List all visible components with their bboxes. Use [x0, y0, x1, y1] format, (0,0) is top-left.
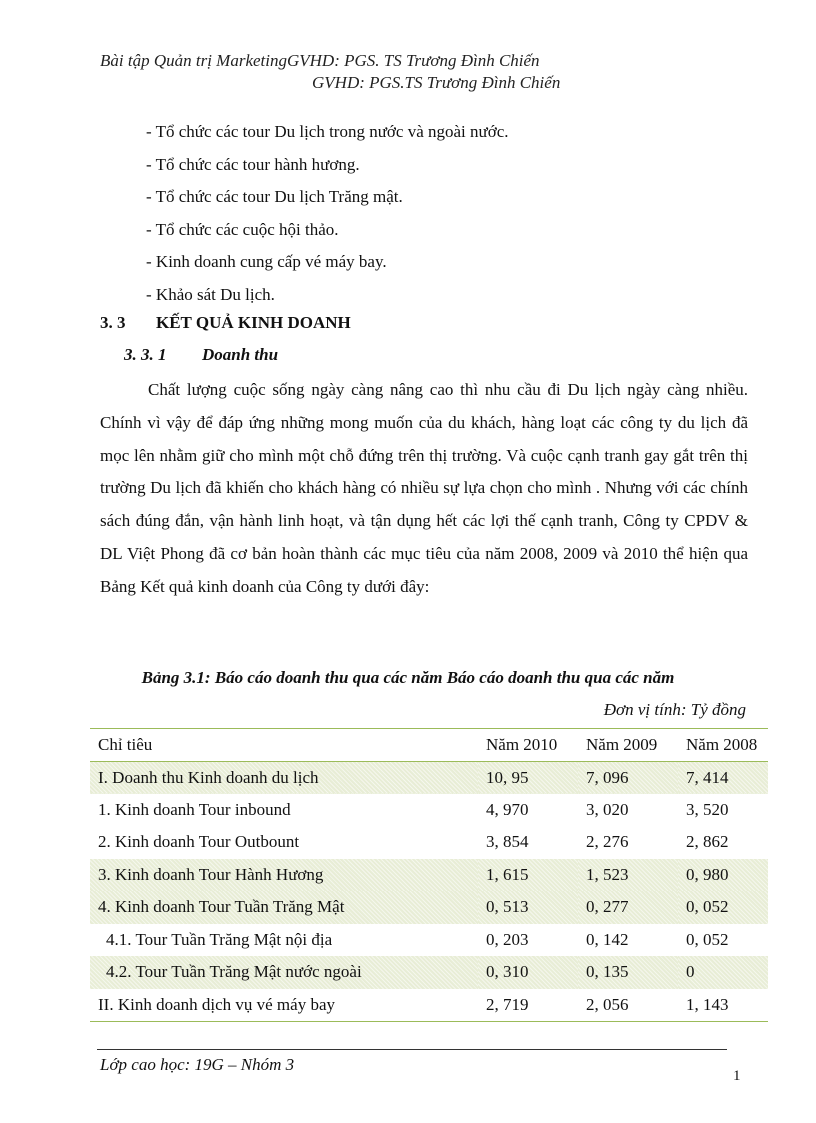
section-number: 3. 3: [100, 313, 126, 332]
table-row: [90, 761, 768, 794]
list-item: - Tổ chức các tour Du lịch Trăng mật.: [146, 187, 403, 206]
table-cell: 0, 310: [478, 956, 578, 989]
row-label: II. Kinh doanh dịch vụ vé máy bay: [90, 989, 478, 1022]
table-cell: 0, 513: [478, 891, 578, 924]
table-cell: 0, 277: [578, 891, 678, 924]
table-cell: 1, 615: [478, 859, 578, 892]
body-paragraph: Chất lượng cuộc sống ngày càng nâng cao thì nhu cầu đi Du lịch ngày càng nhiều. Chính vì vậy để đáp ứng những mong muốn của du khách, hàng loạt các công ty du lịch đã mọc lên nhằm giữ cho mình một chỗ đứng trên thị trường. Và cuộc cạnh tranh gay gắt trên thị trường Du lịch đã khiến cho khách hàng có nhiều sự lựa chọn cho mình . Nhưng với các chính sách đúng đắn, vận hành linh hoạt, và tận dụng hết các lợi thế cạnh tranh, Công ty CPDV & DL Việt Phong đã cơ bản hoàn thành các mục tiêu của năm 2008, 2009 và 2010 thể hiện qua Bảng Kết quả kinh doanh của Công ty dưới đây:: [100, 380, 748, 596]
table-row: [90, 826, 768, 859]
table-cell: 3, 520: [686, 799, 729, 819]
table-cell: 1, 523: [578, 859, 678, 892]
table-cell: 3, 854: [486, 832, 529, 852]
subsection-title: Doanh thu: [202, 345, 279, 364]
table-cell: 2, 056: [578, 989, 678, 1022]
page-number: 1: [733, 1068, 741, 1084]
table-cell: 1, 143: [678, 989, 768, 1022]
table-cell: 4, 970: [486, 799, 529, 819]
table-cell: 0, 203: [486, 929, 529, 949]
header-line-2: GVHD: PGS.TS Trương Đình Chiến: [312, 73, 561, 92]
footer-text: Lớp cao học: 19G – Nhóm 3: [100, 1055, 295, 1074]
row-label: 4. Kinh doanh Tour Tuần Trăng Mật: [90, 891, 478, 924]
table-cell: 0: [678, 956, 768, 989]
table-cell: 2, 276: [586, 832, 629, 852]
table-cell: 2, 862: [686, 832, 729, 852]
column-header: Năm 2009: [578, 729, 678, 762]
table-cell: 0, 135: [578, 956, 678, 989]
table-row: [90, 989, 768, 1022]
section-title: KẾT QUẢ KINH DOANH: [156, 313, 351, 332]
row-label: 4.2. Tour Tuần Trăng Mật nước ngoài: [90, 956, 478, 989]
table-cell: 0, 052: [678, 891, 768, 924]
page-header: [100, 50, 620, 94]
table-row: [90, 859, 768, 892]
column-header: Năm 2010: [478, 729, 578, 762]
subsection-heading: [124, 345, 279, 365]
row-label: 3. Kinh doanh Tour Hành Hương: [90, 859, 478, 892]
row-label: 2. Kinh doanh Tour Outbount: [98, 832, 300, 852]
table-row: [90, 794, 768, 827]
list-item: - Tổ chức các cuộc hội thảo.: [146, 219, 339, 239]
footer-divider: [97, 1049, 727, 1050]
table-cell: 0, 142: [586, 929, 629, 949]
row-label: I. Doanh thu Kinh doanh du lịch: [90, 761, 478, 794]
table-cell: 10, 95: [478, 761, 578, 794]
row-label: 4.1. Tour Tuần Trăng Mật nội địa: [106, 929, 333, 949]
table-cell: 3, 020: [586, 799, 629, 819]
table-header-row: [90, 729, 768, 762]
header-line-1: Bài tập Quản trị MarketingGVHD: PGS. TS Trương Đình Chiến: [100, 51, 540, 70]
list-item: - Kinh doanh cung cấp vé máy bay.: [146, 252, 387, 271]
table-cell: 7, 414: [678, 761, 768, 794]
table-row: [90, 891, 768, 924]
subsection-number: 3. 3. 1: [124, 345, 167, 364]
column-header: Năm 2008: [678, 729, 768, 762]
table-cell: 2, 719: [478, 989, 578, 1022]
table-row: [90, 924, 768, 957]
table-caption: Bảng 3.1: Báo cáo doanh thu qua các năm Báo cáo doanh thu qua các năm: [141, 668, 675, 687]
list-item: - Khảo sát Du lịch.: [146, 284, 275, 304]
table-cell: 0, 052: [686, 929, 729, 949]
table-row: [90, 956, 768, 989]
table-unit: Đơn vị tính: Tỷ đồng: [603, 700, 746, 719]
column-header: Chỉ tiêu: [90, 729, 478, 762]
list-item: - Tổ chức các tour hành hương.: [146, 154, 360, 174]
table-cell: 7, 096: [578, 761, 678, 794]
revenue-table: [90, 728, 768, 1022]
row-label: 1. Kinh doanh Tour inbound: [98, 799, 291, 819]
list-item: - Tổ chức các tour Du lịch trong nước và ngoài nước.: [146, 122, 509, 141]
service-list: [146, 120, 509, 315]
section-heading: [100, 313, 351, 333]
table-cell: 0, 980: [678, 859, 768, 892]
